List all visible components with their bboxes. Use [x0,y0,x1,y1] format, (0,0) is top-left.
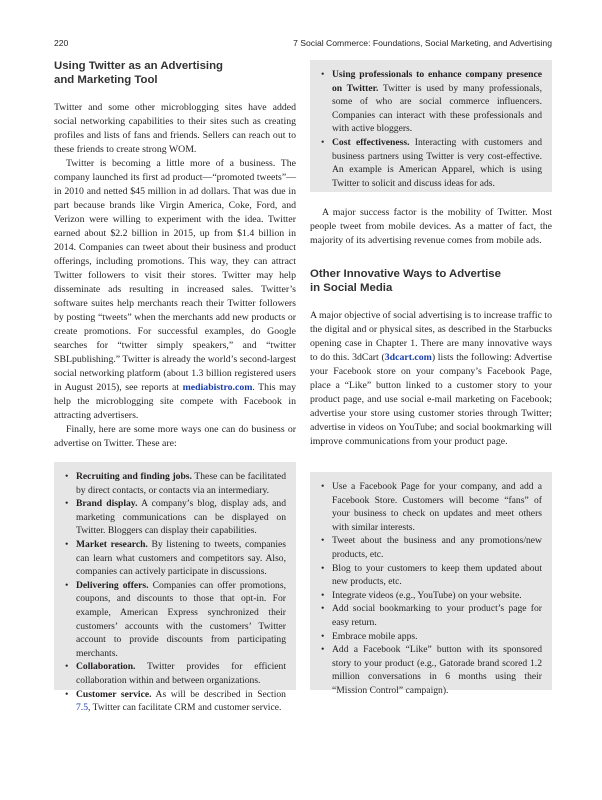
list-item: • Recruiting and finding jobs. These can be facilitated by direct contacts, or contacts via an intermediary. [65,471,286,496]
running-title: 7 Social Commerce: Foundations, Social Marketing, and Advertising [293,38,552,48]
left-column [54,60,296,451]
list-item: • Market research. By listening to tweets, companies can learn what customers and competitors say. Also, companies can actively participate in discussions. [65,538,286,578]
section-heading-twitter: Using Twitter as an Advertising and Marketing Tool [54,60,223,86]
list-item: • Customer service. As will be described in Section 7.5, Twitter can facilitate CRM and customer service. [65,688,286,714]
mediabistro-link[interactable]: mediabistro.com [182,382,253,393]
social-advertising-ideas-list [320,480,542,698]
list-item: • Use a Facebook Page for your company, and add a Facebook Store. Customers will become “fans” of your business to check on updates and meet others with similar interests. [321,481,542,533]
list-item: • Delivering offers. Companies can offer promotions, coupons, and discounts to those that opt-in. For example, American Express synchronized their customers’ accounts with the customers’ Twitter account to provide discounts from participating merchants. [65,579,286,659]
twitter-uses-list-continued [320,68,542,190]
paragraph-social-advertising: A major objective of social advertising is to increase traffic to the digital and or physical sites, as described in the Starbucks opening case in Chapter 1. There are many innovative ways to do this. 3dCart (3dcart.com) lists the following: Advertise your Facebook store on your company’s Facebook Page, place a “Like” button linked to a customer story to your product page, and use social e-mail marketing on Facebook; advertise your store using customer stories through Twitter; advertise in videos on YouTube; and social bookmarking will improve communications from your product page. [310,310,552,447]
list-item: • Integrate videos (e.g., YouTube) on your website. [321,589,522,601]
list-item: • Cost effectiveness. Interacting with customers and business partners using Twitter is very cost-effective. An example is American Apparel, which is using Twitter to solicit and discuss ideas for ads. [321,136,542,189]
list-item: • Add a Facebook “Like” button with its sponsored story to your product (e.g., Gatorade brand scored 1.2 million conversations in 6 months using their “Mission Control” campaign). [321,644,542,696]
list-item: • Brand display. A company’s blog, display ads, and marketing communications can be displayed on Twitter. Bloggers can display their capabilities. [65,498,287,537]
paragraph-mobility: A major success factor is the mobility of Twitter. Most people tweet from mobile devices. As a matter of fact, the majority of its advertising revenue comes from mobile ads. [310,207,552,246]
page-number: 220 [54,38,69,48]
list-item: • Embrace mobile apps. [321,630,418,642]
twitter-uses-list [64,462,286,715]
list-item: • Tweet about the business and any promotions/new products, etc. [321,535,542,560]
paragraph-business: Twitter is becoming a little more of a business. The company launched its first ad product—“promoted tweets”—in 2010 and netted $45 million in ad dollars. That was due in part because brands like Virgin America, Coke, Ford, and Verizon were willing to experiment with the idea. Twitter earned about $2.2 billion in 2015, up from $1.4 billion in 2014. Companies can tweet about their business and product offerings, including promotions. This way, they can attract Twitter followers to visit their stores. Twitter may help disseminate ads resulting in increased sales. Twitter’s software suites help merchants reach their Twitter followers by posting “tweets” when the merchants add new products or create promotions. For successful examples, do Google searches for “twitter simply speakers,” and “twitter SBLpublishing.” Twitter is already the world’s second-largest social networking platform (about 1.3 billion registered users in August 2015), see reports at mediabistro.com. This may help the microblogging site compete with Facebook in attracting advertisers. [54,158,296,421]
page-header [54,38,552,52]
section-heading-innovative: Other Innovative Ways to Advertise in Social Media [310,268,501,294]
list-item: • Add social bookmarking to your product’s page for easy return. [321,603,542,628]
list-item: • Using professionals to enhance company presence on Twitter. Twitter is used by many professionals, some of who are social commerce influencers. Companies can interact with these professionals and with active bloggers. [321,69,543,135]
3dcart-link[interactable]: 3dcart.com [384,352,432,363]
twitter-uses-box-continued [310,60,552,192]
paragraph-more-ways: Finally, here are some more ways one can do business or advertise on Twitter. These are: [54,424,296,449]
social-advertising-ideas-box [310,472,552,696]
list-item: • Blog to your customers to keep them updated about new products, etc. [321,562,542,588]
twitter-uses-box [54,462,296,714]
list-item: • Collaboration. Twitter provides for efficient collaboration within and between organizations. [65,661,286,686]
section-7-5-link[interactable]: 7.5 [76,702,88,714]
right-column [310,206,552,449]
paragraph-intro: Twitter and some other microblogging sites have added social networking capabilities to their sites such as creating profiles and lists of fans and friends. Sellers can reach out to these friends to create strong WOM. [54,102,296,155]
